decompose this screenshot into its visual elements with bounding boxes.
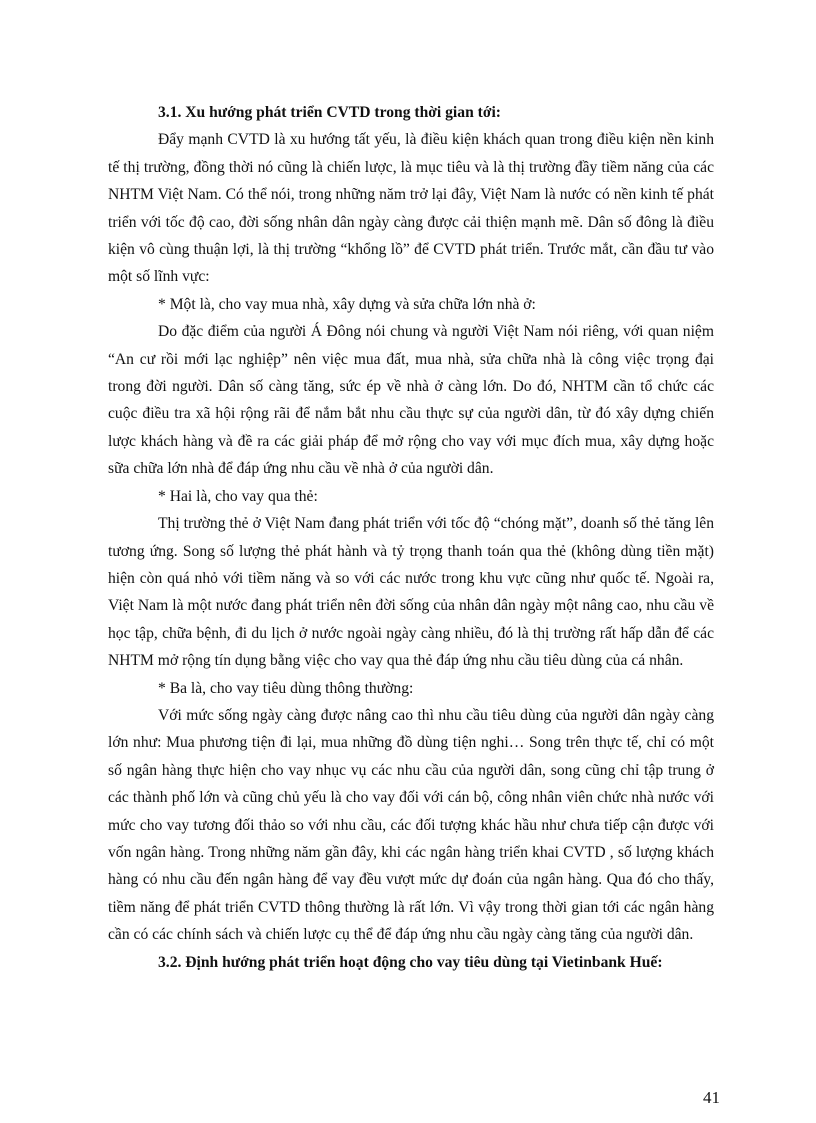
item-1-paragraph: Do đặc điểm của người Á Đông nói chung và người Việt Nam nói riêng, với quan niệm “An cư rồi mới lạc nghiệp” nên việc mua đất, mua nhà, sửa chữa nhà là công việc trọng đại trong đời người. Dân số càng tăng, sức ép về nhà ở càng lớn. Do đó, NHTM cần tổ chức các cuộc điều tra xã hội rộng rãi để nắm bắt nhu cầu thực sự của người dân, từ đó xây dựng chiến lược khách hàng và đề ra các giải pháp để mở rộng cho vay với mục đích mua, xây dựng hoặc sữa chữa lớn nhà để đáp ứng nhu cầu về nhà ở của người dân. bbox=[108, 323, 714, 478]
item-1-title: * Một là, cho vay mua nhà, xây dựng và sửa chữa lớn nhà ở: bbox=[158, 295, 536, 313]
item-2-title: * Hai là, cho vay qua thẻ: bbox=[158, 487, 318, 505]
page-number: 41 bbox=[703, 1088, 720, 1107]
item-2-paragraph: Thị trường thẻ ở Việt Nam đang phát triển với tốc độ “chóng mặt”, doanh số thẻ tăng lên tương ứng. Song số lượng thẻ phát hành và tỷ trọng thanh toán qua thẻ (không dùng tiền mặt) hiện còn quá nhỏ với tiềm năng và so với các nước trong khu vực cũng như quốc tế. Ngoài ra, Việt Nam là một nước đang phát triển nên đời sống của nhân dân ngày một nâng cao, nhu cầu về học tập, chữa bệnh, đi du lịch ở nước ngoài ngày càng nhiều, đó là thị trường rất hấp dẫn để các NHTM mở rộng tín dụng bằng việc cho vay qua thẻ đáp ứng nhu cầu tiêu dùng của cá nhân. bbox=[108, 515, 714, 670]
intro-paragraph: Đẩy mạnh CVTD là xu hướng tất yếu, là điều kiện khách quan trong điều kiện nền kinh tế thị trường, đồng thời nó cũng là chiến lược, là mục tiêu và là thị trường đầy tiềm năng của các NHTM Việt Nam. Có thể nói, trong những năm trở lại đây, Việt Nam là nước có nền kinh tế phát triển với tốc độ cao, đời sống nhân dân ngày càng được cải thiện mạnh mẽ. Dân số đông là điều kiện vô cùng thuận lợi, là thị trường “khổng lồ” để CVTD phát triển. Trước mắt, cần đầu tư vào một số lĩnh vực: bbox=[108, 131, 714, 286]
page-content bbox=[108, 99, 714, 976]
section-heading-3-2: 3.2. Định hướng phát triển hoạt động cho vay tiêu dùng tại Vietinbank Huế: bbox=[158, 953, 663, 971]
item-3-title: * Ba là, cho vay tiêu dùng thông thường: bbox=[158, 679, 414, 697]
section-heading-3-1: 3.1. Xu hướng phát triển CVTD trong thời gian tới: bbox=[158, 104, 501, 121]
item-3-paragraph: Với mức sống ngày càng được nâng cao thì nhu cầu tiêu dùng của người dân ngày càng lớn như: Mua phương tiện đi lại, mua những đồ dùng tiện nghi… Song trên thực tế, chỉ có một số ngân hàng thực hiện cho vay nhục vụ các nhu cầu của người dân, song cũng chỉ tập trung ở các thành phố lớn và cũng chủ yếu là cho vay đối với cán bộ, công nhân viên chức nhà nước với mức cho vay tương đối thảo so với nhu cầu, các đối tượng khác hầu như chưa tiếp cận được với vốn ngân hàng. Trong những năm gần đây, khi các ngân hàng triển khai CVTD , số lượng khách hàng có nhu cầu đến ngân hàng để vay đều vượt mức dự đoán của ngân hàng. Qua đó cho thấy, tiềm năng để phát triển CVTD thông thường là rất lớn. Vì vậy trong thời gian tới các ngân hàng cần có các chính sách và chiến lược cụ thể để đáp ứng nhu cầu ngày càng tăng của người dân. bbox=[108, 706, 714, 944]
